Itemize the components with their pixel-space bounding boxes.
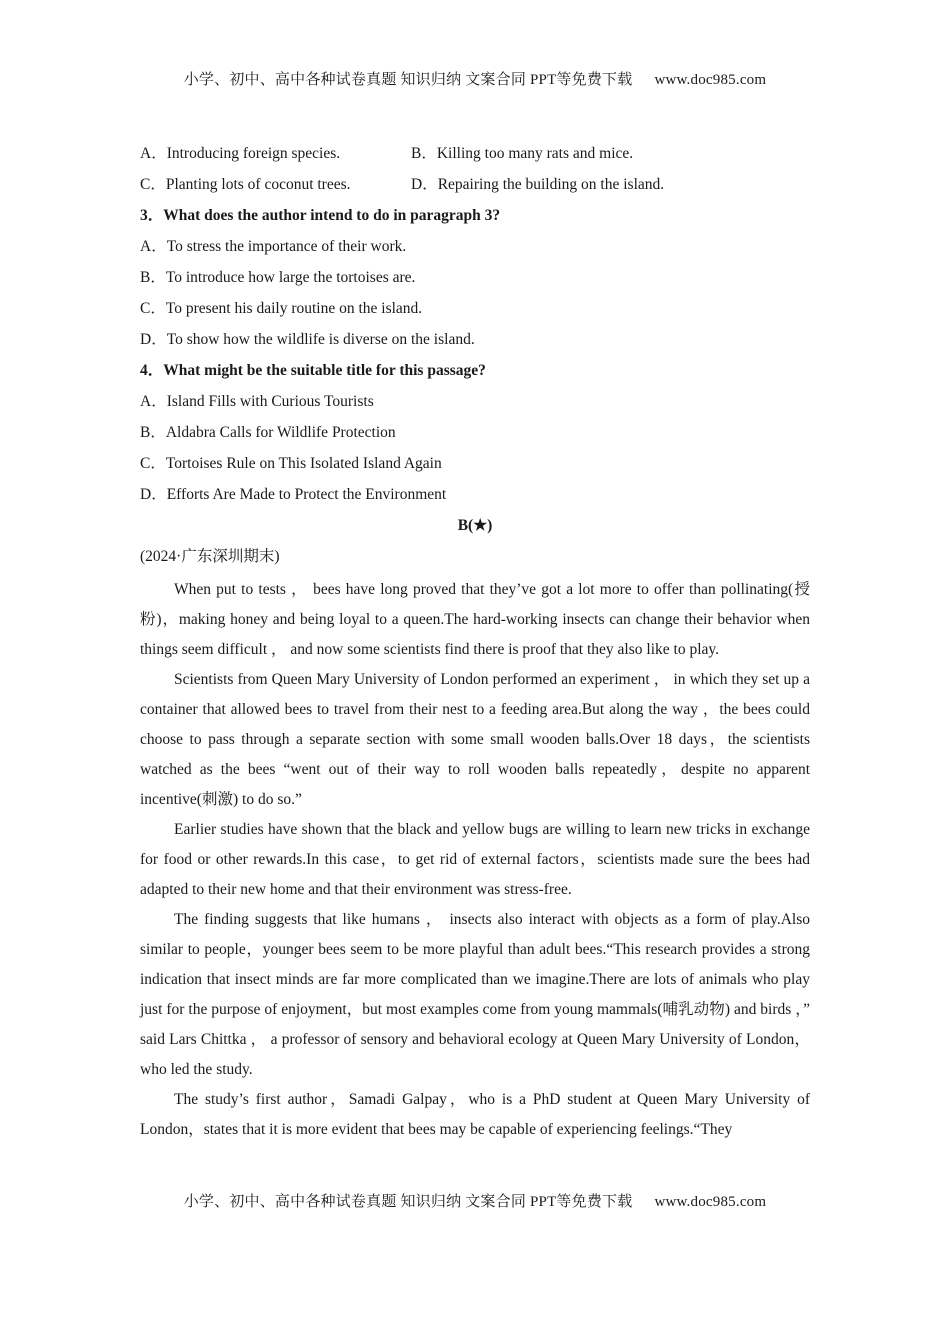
passage-paragraph-4: The finding suggests that like humans ， insects also interact with objects as a form of play.Also similar to people，younger bees seem to be more playful than adult bees.“This research provides a strong indication that insect minds are far more complicated than we imagine.There are lots of animals who play just for the purpose of enjoyment，but most examples come from young mammals(哺乳动物) and birds ，” said Lars Chittka ， a professor of sensory and behavioral ecology at Queen Mary University of London，who led the study. bbox=[140, 911, 810, 1078]
q3-stem: 3．What does the author intend to do in paragraph 3? bbox=[140, 207, 501, 224]
q4-stem: 4．What might be the suitable title for this passage? bbox=[140, 362, 486, 379]
q3-option-b: B．To introduce how large the tortoises are. bbox=[140, 269, 416, 286]
q4-option-c: C．Tortoises Rule on This Isolated Island Again bbox=[140, 455, 442, 472]
q4-option-b: B．Aldabra Calls for Wildlife Protection bbox=[140, 424, 396, 441]
page-header bbox=[0, 68, 950, 89]
page-content bbox=[140, 142, 810, 1145]
passage-paragraph-5: The study’s first author，Samadi Galpay，who is a PhD student at Queen Mary University of London，states that it is more evident that bees may be capable of experiencing feelings.“They bbox=[140, 1091, 810, 1138]
q3-option-a: A．To stress the importance of their work. bbox=[140, 238, 407, 255]
page-footer bbox=[0, 1190, 950, 1211]
q2-option-b: B．Killing too many rats and mice. bbox=[411, 145, 634, 162]
q2-options-row-2 bbox=[140, 173, 810, 204]
header-site-link[interactable]: www.doc985.com bbox=[654, 72, 767, 88]
q2-option-a: A．Introducing foreign species. bbox=[140, 145, 341, 162]
q4-option-d: D．Efforts Are Made to Protect the Environment bbox=[140, 486, 447, 503]
passage-paragraph-1: When put to tests ， bees have long proved that they’ve got a lot more to offer than pollinating(授粉)，making honey and being loyal to a queen.The hard-working insects can change their behavior when things seem difficult ， and now some scientists find there is proof that they also like to play. bbox=[140, 581, 810, 658]
q4-option-a: A．Island Fills with Curious Tourists bbox=[140, 393, 374, 410]
q2-option-c: C．Planting lots of coconut trees. bbox=[140, 176, 351, 193]
q2-option-d: D．Repairing the building on the island. bbox=[411, 176, 665, 193]
footer-text: 小学、初中、高中各种试卷真题 知识归纳 文案合同 PPT等免费下载 bbox=[183, 1194, 633, 1210]
section-title: B(★) bbox=[457, 517, 493, 534]
q2-options-row-1 bbox=[140, 142, 810, 173]
footer-site-link[interactable]: www.doc985.com bbox=[654, 1194, 767, 1210]
q3-option-d: D．To show how the wildlife is diverse on the island. bbox=[140, 331, 475, 348]
header-text: 小学、初中、高中各种试卷真题 知识归纳 文案合同 PPT等免费下载 bbox=[183, 72, 633, 88]
passage-paragraph-2: Scientists from Queen Mary University of London performed an experiment ， in which they set up a container that allowed bees to travel from their nest to a feeding area.But along the way ，the bees could choose to pass through a separate section with some small wooden balls.Over 18 days，the scientists watched as the bees “went out of their way to roll wooden balls repeatedly，despite no apparent incentive(刺激) to do so.” bbox=[140, 671, 810, 808]
q3-option-c: C．To present his daily routine on the island. bbox=[140, 300, 423, 317]
section-source: (2024·广东深圳期末) bbox=[140, 548, 280, 565]
passage-paragraph-3: Earlier studies have shown that the black and yellow bugs are willing to learn new tricks in exchange for food or other rewards.In this case，to get rid of external factors，scientists made sure the bees had adapted to their new home and that their environment was stress-free. bbox=[140, 821, 810, 898]
